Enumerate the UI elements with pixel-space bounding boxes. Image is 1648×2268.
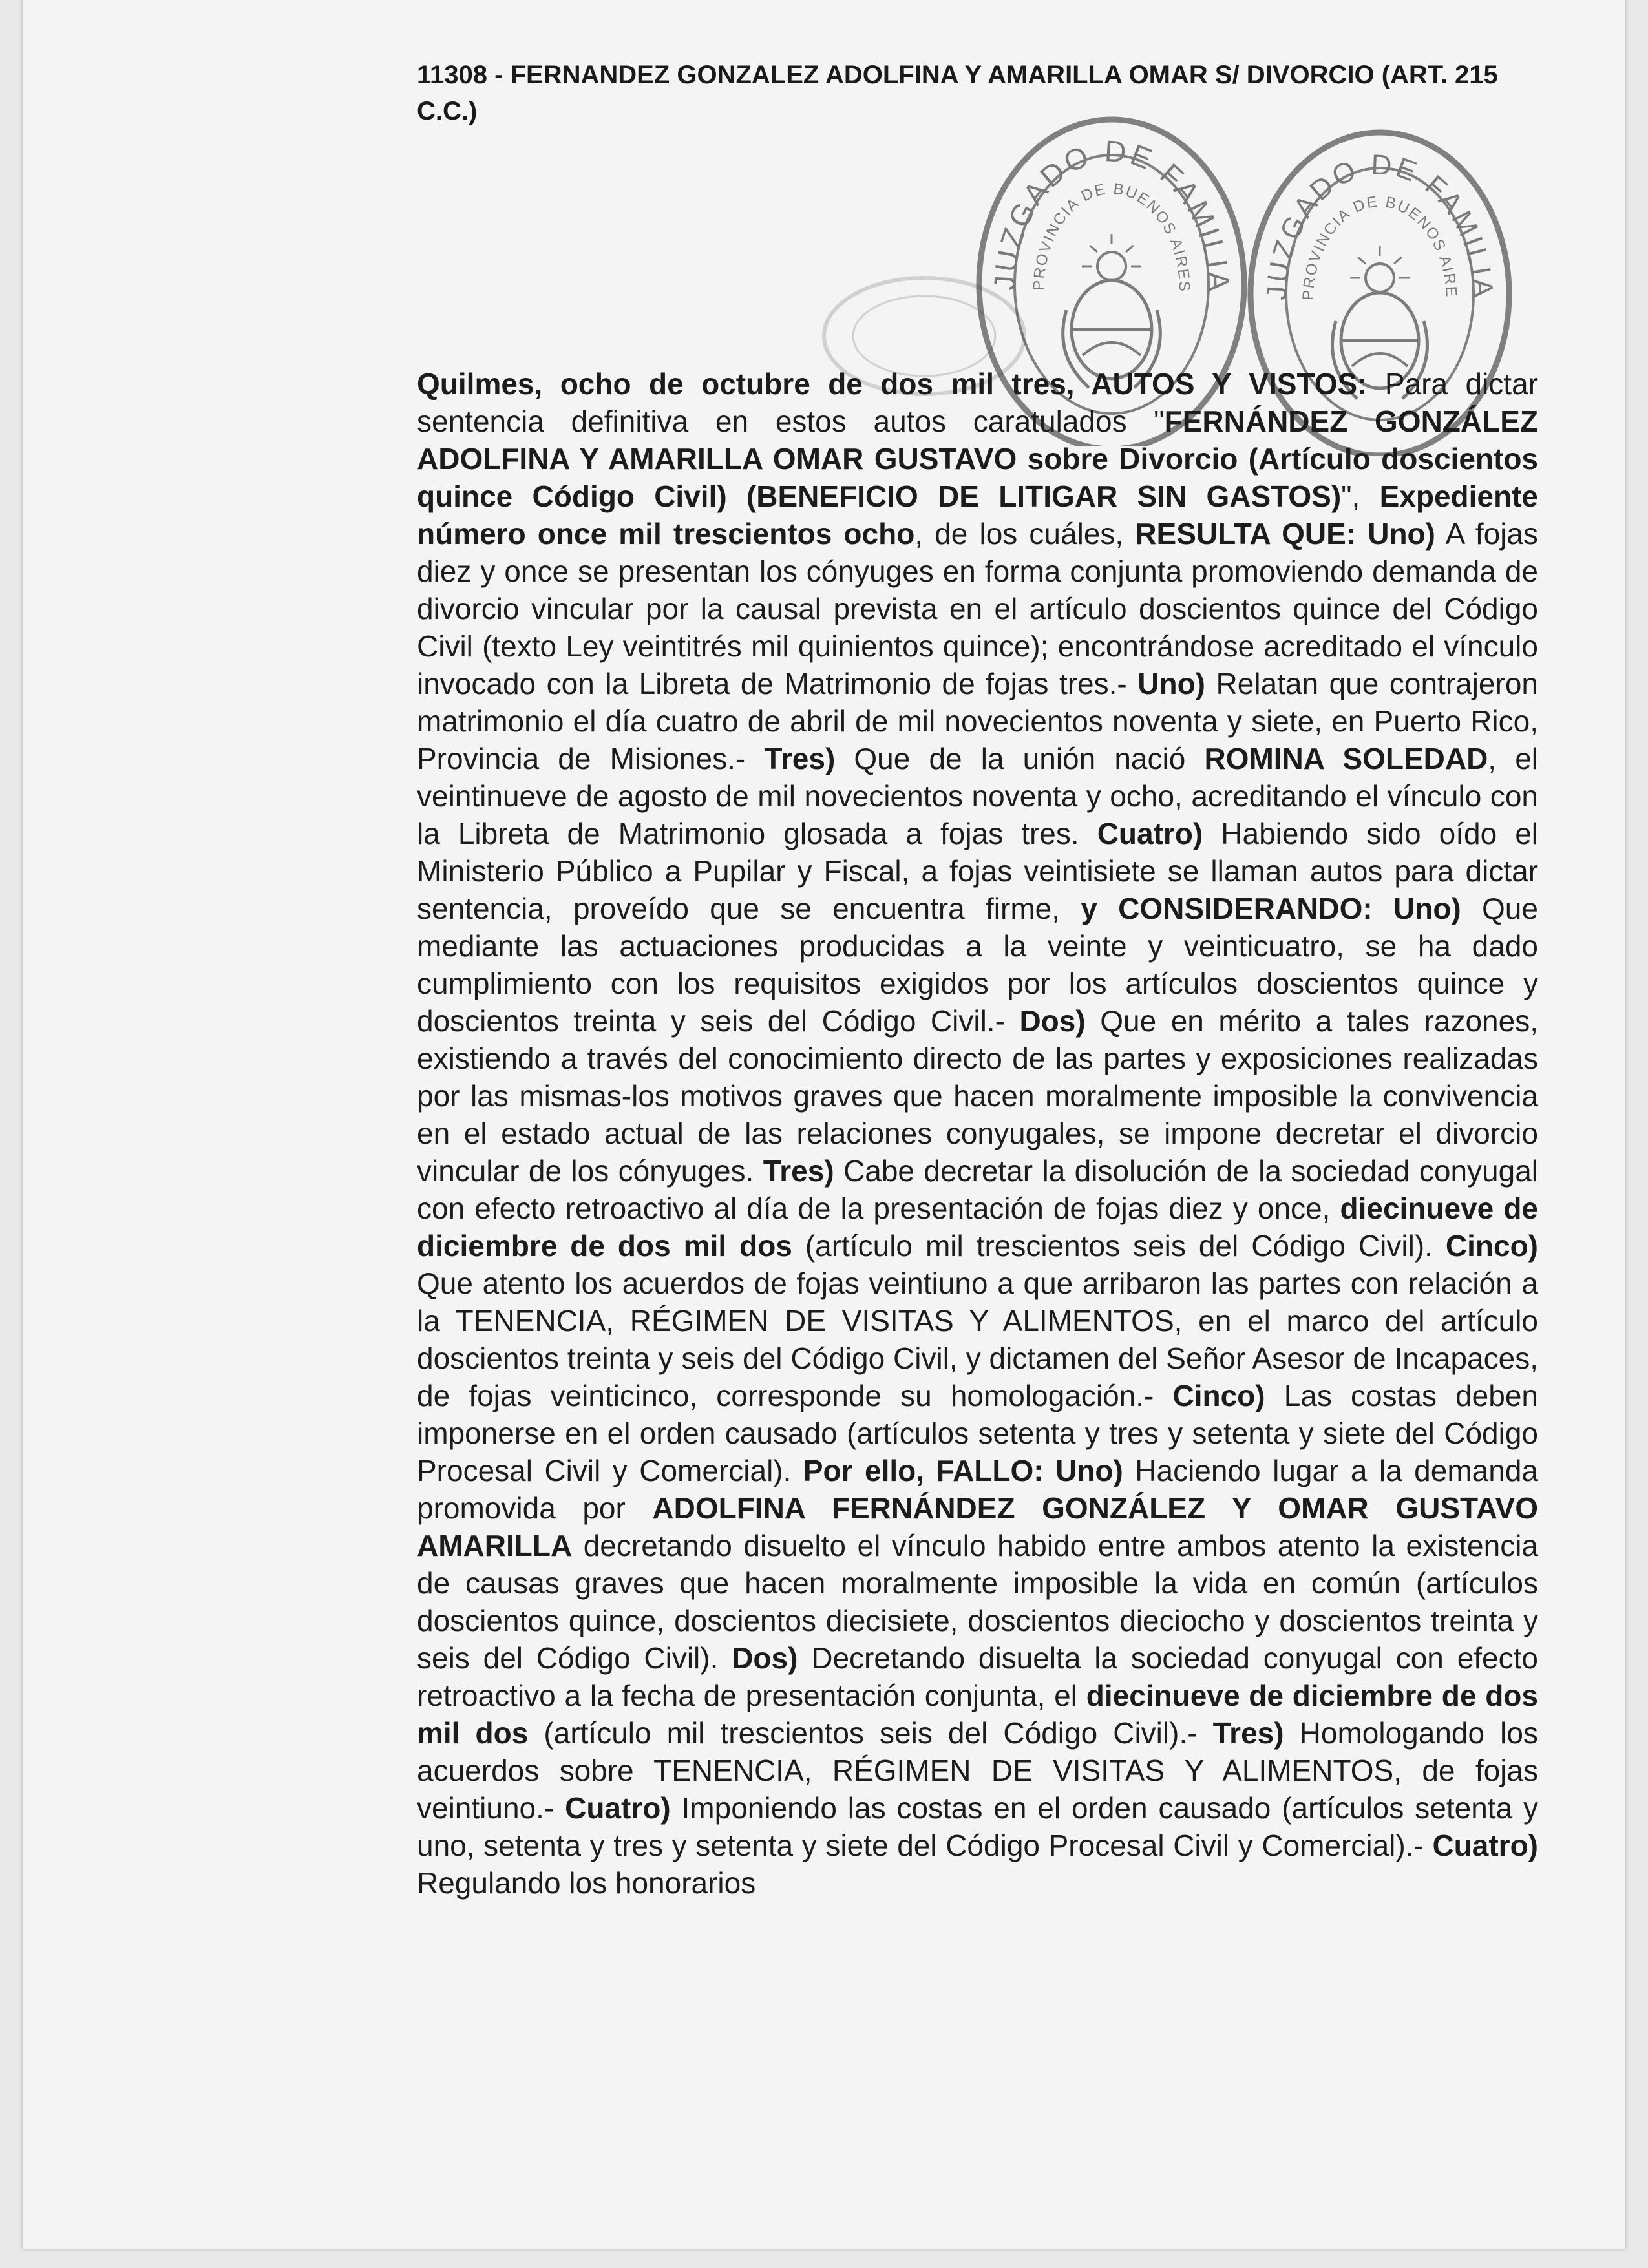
body-text-run: Relatan que contrajeron matrimonio el día cuatro de abril de mil novecientos noventa y siete, en Puerto Rico, Provincia de Misiones.- xyxy=(417,667,1539,775)
body-text-run: Cabe decretar la disolución de la sociedad conyugal con efecto retroactivo al día de la presentación de fojas diez y once, xyxy=(417,1154,1538,1225)
body-text-run: Que de la unión nació xyxy=(835,742,1205,775)
body-text-run: (artículo mil trescientos seis del Código Civil).- xyxy=(528,1716,1213,1750)
document-page xyxy=(23,0,1625,2249)
body-text-run: A fojas diez y once se presentan los cónyuges en forma conjunta promoviendo demanda de divorcio vincular por la causal prevista en el artículo doscientos quince del Código Civil (texto Ley veintitrés mil quinientos quince); encontrándose acreditado el vínculo invocado con la Libreta de Matrimonio de fojas tres.- xyxy=(417,517,1539,700)
body-text-run: , el veintinueve de agosto de mil novecientos noventa y ocho, acreditando el vínculo con la Libreta de Matrimonio glosada a fojas tres. xyxy=(417,742,1538,850)
body-bold-run: RESULTA QUE: Uno) xyxy=(1135,517,1435,551)
body-bold-run: FERNÁNDEZ GONZÁLEZ ADOLFINA Y AMARILLA OMAR GUSTAVO sobre Divorcio (Artículo doscientos quince Código Civil) (BENEFICIO DE LITIGAR SIN GASTOS) xyxy=(417,404,1539,513)
body-text-run: decretando disuelto el vínculo habido entre ambos atento la existencia de causas graves que hacen moralmente imposible la vida en común (artículos doscientos quince, doscientos diecisiete, doscientos dieciocho y doscientos treinta y seis del Código Civil). xyxy=(417,1529,1538,1675)
body-text-run: Que en mérito a tales razones, existiendo a través del conocimiento directo de las partes y exposiciones realizadas por las mismas-los motivos graves que hacen moralmente imposible la convivencia en el estado actual de las relaciones conyugales, se impone decretar el divorcio vincular de los cónyuges. xyxy=(417,1004,1538,1188)
body-bold-run: y CONSIDERANDO: Uno) xyxy=(1081,892,1461,925)
body-bold-run: ROMINA SOLEDAD xyxy=(1204,742,1488,775)
seal-right-line1: JUZGADO DE FAMILIA xyxy=(1260,149,1499,301)
body-bold-run: Cuatro) xyxy=(1432,1829,1538,1862)
body-bold-run: Cuatro) xyxy=(565,1791,671,1825)
body-bold-run: Por ello, FALLO: Uno) xyxy=(803,1454,1123,1487)
body-bold-run: Dos) xyxy=(732,1641,798,1675)
body-bold-run: ADOLFINA FERNÁNDEZ GONZÁLEZ Y OMAR GUSTAVO AMARILLA xyxy=(417,1491,1538,1562)
seal-left-line2: PROVINCIA DE BUENOS AIRES xyxy=(1030,180,1194,293)
body-text-run: Regulando los honorarios xyxy=(417,1866,756,1900)
body-bold-run: Uno) xyxy=(1137,667,1205,700)
case-header: 11308 - FERNANDEZ GONZALEZ ADOLFINA Y AMARILLA OMAR S/ DIVORCIO (ART. 215 C.C.) xyxy=(417,61,1498,125)
body-text-run: (artículo mil trescientos seis del Código Civil). xyxy=(792,1229,1446,1263)
body-text-run: Que atento los acuerdos de fojas veintiuno a que arribaron las partes con relación a la TENENCIA, RÉGIMEN DE VISITAS Y ALIMENTOS, en el marco del artículo doscientos treinta y seis del Código Civil, y dictamen del Señor Asesor de Incapaces, de fojas veinticinco, corresponde su homologación.- xyxy=(417,1266,1538,1412)
body-bold-run: Tres) xyxy=(763,1154,834,1188)
body-text-run: Habiendo sido oído el Ministerio Público a Pupilar y Fiscal, a fojas veintisiete se llaman autos para dictar sentencia, proveído que se encuentra firme, xyxy=(417,817,1538,925)
body-text-run: ", xyxy=(1341,479,1380,513)
body-text-run: Decretando disuelta la sociedad conyugal con efecto retroactivo a la fecha de presentación conjunta, el xyxy=(417,1641,1538,1712)
body-text-run: Que mediante las actuaciones producidas a la veinte y veinticuatro, se ha dado cumplimiento con los requisitos exigidos por los artículos doscientos quince y doscientos treinta y seis del Código Civil.- xyxy=(417,892,1538,1038)
body-text-run: Para dictar sentencia definitiva en estos autos caratulados " xyxy=(417,367,1538,438)
sentence-body xyxy=(417,365,1538,1902)
seal-left-line1: JUZGADO DE FAMILIA xyxy=(987,134,1236,293)
body-text-run: Homologando los acuerdos sobre TENENCIA, RÉGIMEN DE VISITAS Y ALIMENTOS, de fojas veintiuno.- xyxy=(417,1716,1538,1825)
body-bold-run: Cuatro) xyxy=(1097,817,1203,850)
body-text-run: Imponiendo las costas en el orden causado (artículos setenta y uno, setenta y tres y setenta y siete del Código Procesal Civil y Comercial).- xyxy=(417,1791,1539,1862)
body-bold-run: diecinueve de diciembre de dos mil dos xyxy=(417,1679,1538,1750)
body-bold-run: diecinueve de diciembre de dos mil dos xyxy=(417,1192,1539,1263)
body-text-run: , de los cuáles, xyxy=(914,517,1136,551)
body-text-run: Haciendo lugar a la demanda promovida por xyxy=(417,1454,1539,1525)
body-bold-run: Expediente número once mil trescientos ocho xyxy=(417,479,1538,551)
body-bold-run: Cinco) xyxy=(1445,1229,1538,1263)
body-bold-run: Tres) xyxy=(764,742,836,775)
body-bold-run: Dos) xyxy=(1019,1004,1086,1038)
body-text-run: Las costas deben imponerse en el orden causado (artículos setenta y tres y setenta y siete del Código Procesal Civil y Comercial). xyxy=(417,1379,1539,1487)
body-bold-run: Cinco) xyxy=(1172,1379,1265,1412)
seal-right-line2: PROVINCIA DE BUENOS AIRE xyxy=(1299,193,1461,301)
body-bold-run: Tres) xyxy=(1212,1716,1284,1750)
body-bold-run: Quilmes, ocho de octubre de dos mil tres, AUTOS Y VISTOS: xyxy=(417,367,1368,401)
